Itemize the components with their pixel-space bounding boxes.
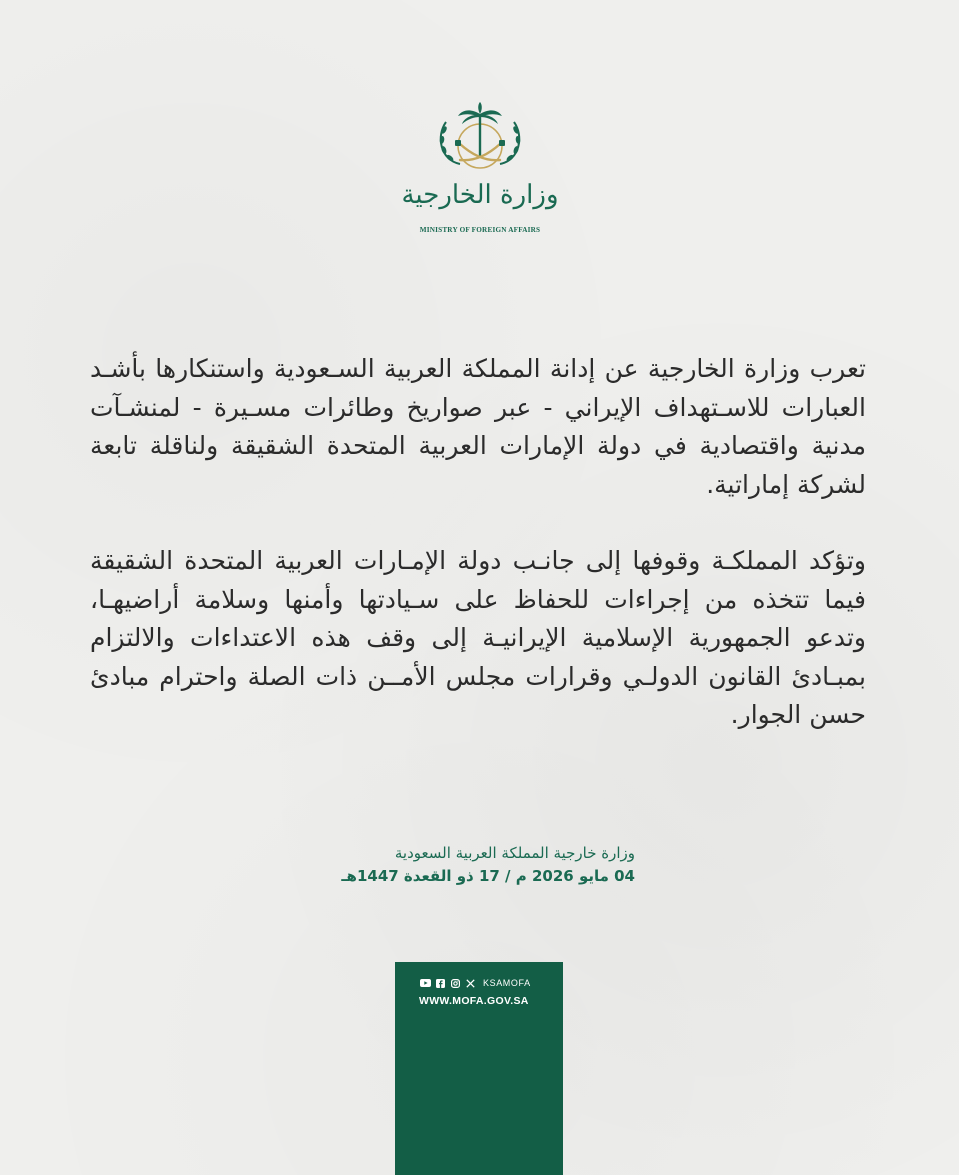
- social-handle[interactable]: KSAMOFA: [483, 978, 531, 988]
- instagram-icon[interactable]: [449, 978, 461, 988]
- signature-block: [300, 842, 635, 888]
- statement-paragraph-1: تعرب وزارة الخارجية عن إدانة المملكة العربية السـعودية واستنكارها بأشـد العبارات للاسـتهداف الإيراني - عبر صواريخ وطائرات مسـيرة - لمنشـآت مدنية واقتصادية في دولة الإمارات العربية المتحدة الشقيقة ولناقلة تابعة لشركة إماراتية.: [90, 354, 866, 499]
- ministry-logo: [400, 100, 560, 240]
- signature-ministry: وزارة خارجية المملكة العربية السعودية: [394, 844, 635, 862]
- footer-panel: [395, 962, 563, 1175]
- website-link[interactable]: WWW.MOFA.GOV.SA: [419, 995, 529, 1007]
- ministry-name-english: MINISTRY OF FOREIGN AFFAIRS: [419, 226, 541, 234]
- facebook-icon[interactable]: [434, 978, 446, 988]
- youtube-icon[interactable]: [419, 978, 431, 988]
- ministry-name-arabic: وزارة الخارجية: [401, 180, 559, 210]
- x-icon[interactable]: [464, 978, 476, 988]
- statement-paragraph-2: وتؤكد المملكـة وقوفها إلى جانـب دولة الإمـارات العربية المتحدة الشقيقة فيما تتخذه من إجراءات للحفاظ على سـيادتها وأمنها وسلامة أراضيهـا، وتدعو الجمهورية الإسلامية الإيرانيـة إلى وقف هذه الاعتداءات والالتزام بمبـادئ القانون الدولـي وقرارات مجلس الأمــن ذات الصلة واحترام مبادئ حسن الجوار.: [90, 546, 866, 729]
- palm-and-swords-emblem-icon: [400, 100, 560, 180]
- statement-body: [90, 350, 866, 735]
- signature-date: 04 مايو 2026 م / 17 ذو القعدة 1447هـ: [341, 867, 635, 885]
- social-links: [419, 978, 531, 988]
